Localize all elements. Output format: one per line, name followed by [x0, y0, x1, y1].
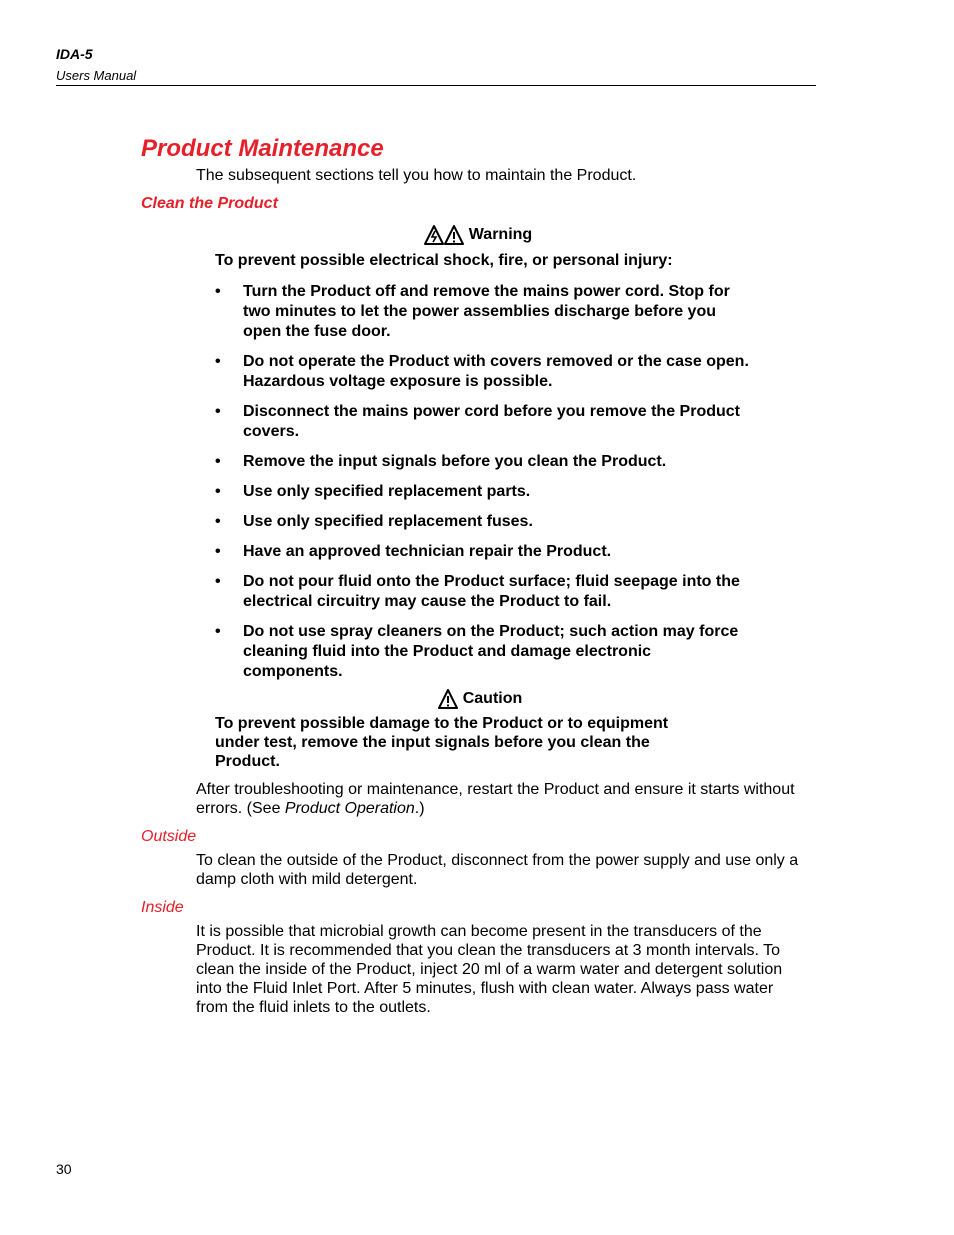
warning-lead: To prevent possible electrical shock, fire, or personal injury:: [215, 252, 673, 269]
warning-label: Warning: [468, 226, 533, 243]
document-subtitle: Users Manual: [56, 68, 137, 83]
caution-text: To prevent possible damage to the Product or to equipment under test, remove the input signals before you clean the Product.: [215, 715, 669, 770]
section-intro: The subsequent sections tell you how to maintain the Product.: [196, 167, 637, 184]
list-item: • Do not pour fluid onto the Product surface; fluid seepage into the electrical circuitry may cause the Product to fail.: [215, 573, 740, 610]
subsection-title-clean: Clean the Product: [141, 195, 278, 212]
list-item: • Use only specified replacement parts.: [215, 483, 531, 500]
header-divider: [56, 85, 816, 86]
caution-heading: [0, 689, 954, 714]
subsection-title-inside: Inside: [141, 899, 184, 916]
list-item: • Turn the Product off and remove the mains power cord. Stop for two minutes to let the power assemblies discharge before you open the fuse door.: [215, 283, 730, 340]
list-item: • Have an approved technician repair the Product.: [215, 543, 612, 560]
list-item: • Use only specified replacement fuses.: [215, 513, 533, 530]
section-title: Product Maintenance: [141, 135, 384, 162]
page-number: 30: [56, 1161, 72, 1177]
caution-label: Caution: [462, 690, 523, 707]
inside-text: It is possible that microbial growth can become present in the transducers of the Product. It is recommended that you clean the transducers at 3 month intervals. To clean the inside of the Product, inject 20 ml of a warm water and detergent solution into the Fluid Inlet Port. After 5 minutes, flush with clean water. Always pass water from the fluid inlets to the outlets.: [196, 923, 783, 1016]
document-title: IDA-5: [56, 46, 93, 62]
warning-list: [215, 282, 755, 692]
list-item: • Remove the input signals before you clean the Product.: [215, 453, 667, 470]
after-maintenance-text: After troubleshooting or maintenance, restart the Product and ensure it starts without errors. (See Product Operation.): [196, 781, 795, 817]
shock-hazard-icon: [424, 225, 464, 245]
list-item: • Disconnect the mains power cord before you remove the Product covers.: [215, 403, 740, 440]
warning-heading: [0, 225, 954, 250]
list-item: • Do not use spray cleaners on the Product; such action may force cleaning fluid into the Product and damage electronic components.: [215, 623, 739, 680]
subsection-title-outside: Outside: [141, 828, 197, 845]
list-item: • Do not operate the Product with covers removed or the case open. Hazardous voltage exposure is possible.: [215, 353, 749, 390]
outside-text: To clean the outside of the Product, disconnect from the power supply and use only a damp cloth with mild detergent.: [196, 852, 799, 888]
caution-triangle-icon: [438, 689, 458, 709]
cross-reference: Product Operation: [284, 800, 415, 817]
